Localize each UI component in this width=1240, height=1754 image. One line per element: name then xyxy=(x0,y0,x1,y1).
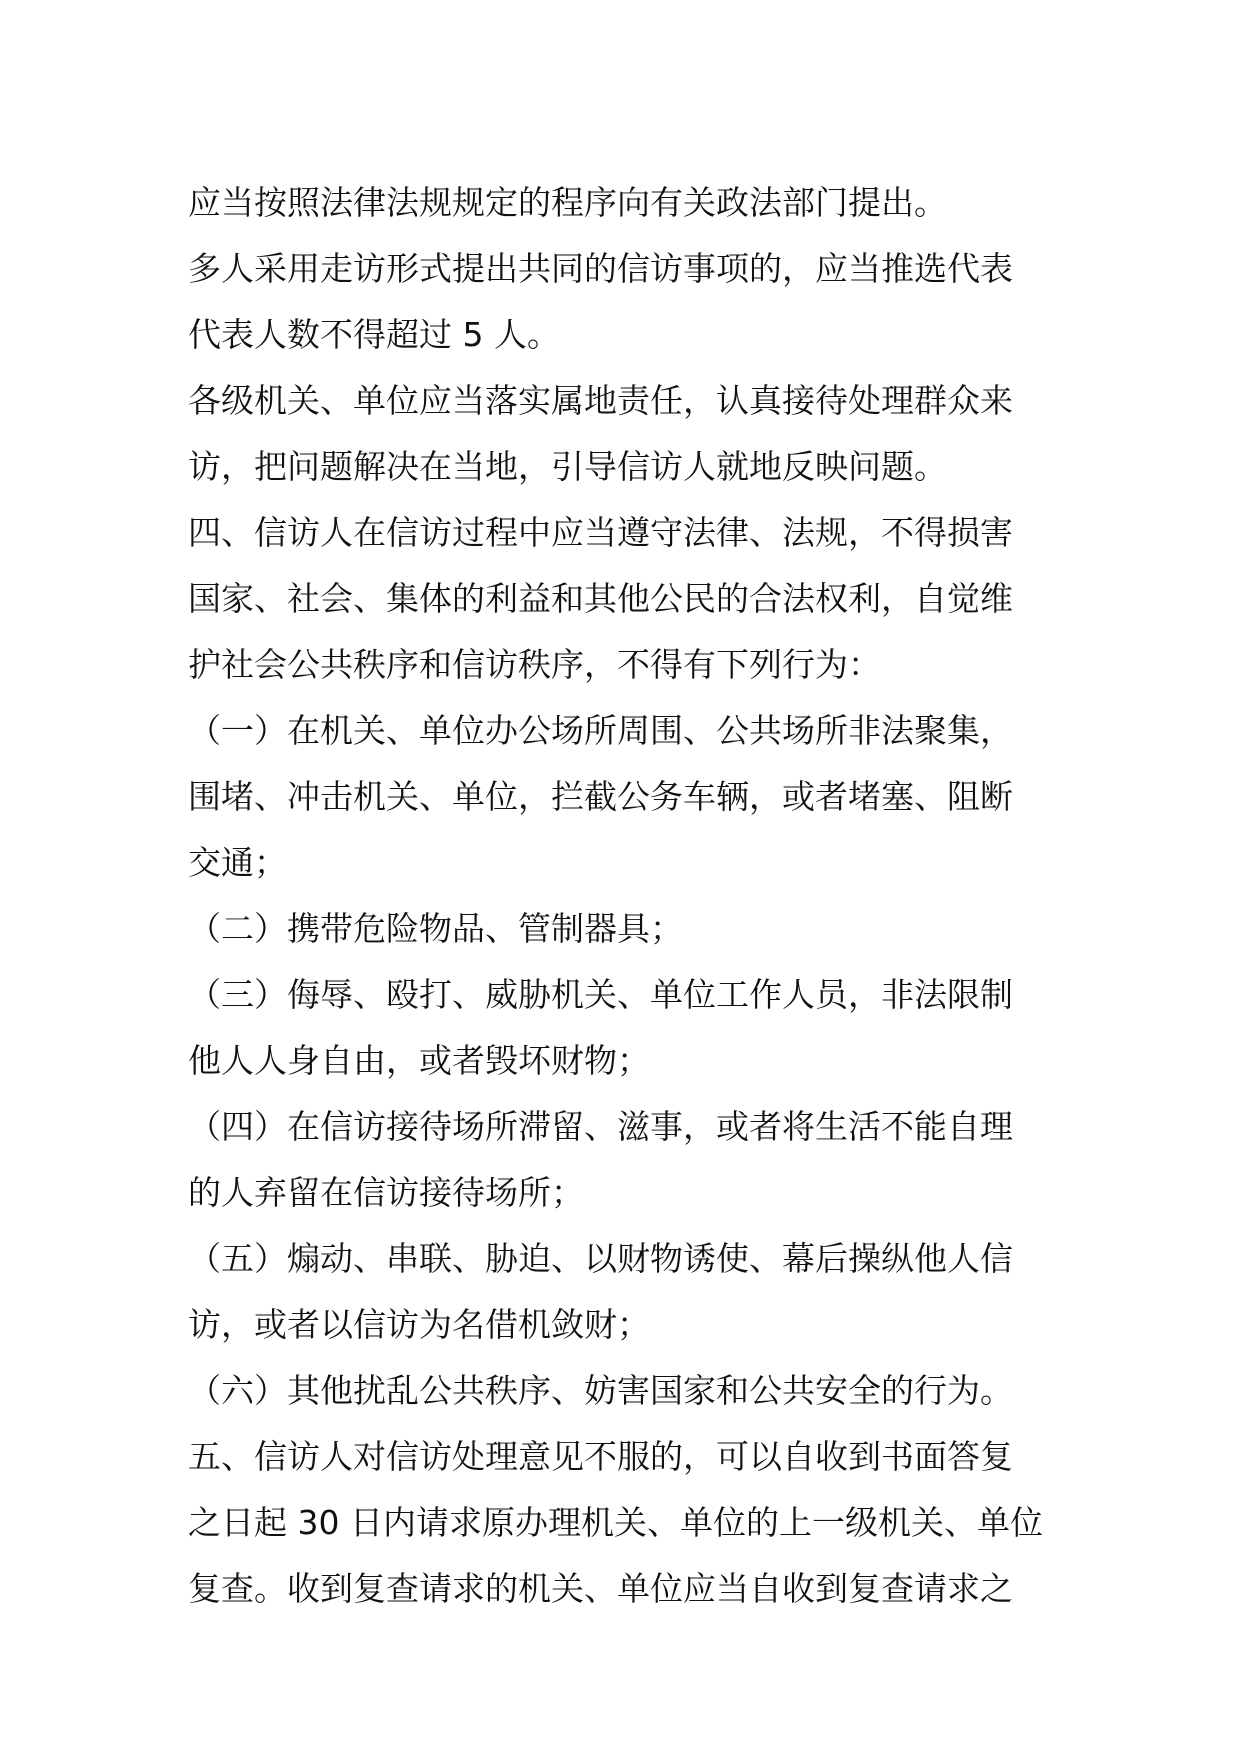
text-line: （五）煽动、串联、胁迫、以财物诱使、幕后操纵他人信 xyxy=(188,1239,1013,1278)
text-line: （六）其他扰乱公共秩序、妨害国家和公共安全的行为。 xyxy=(188,1371,1013,1410)
text-line: （二）携带危险物品、管制器具； xyxy=(188,909,683,948)
text-line: 五、信访人对信访处理意见不服的，可以自收到书面答复 xyxy=(188,1437,1013,1476)
text-line: 护社会公共秩序和信访秩序，不得有下列行为： xyxy=(188,645,881,684)
text-line: （一）在机关、单位办公场所周围、公共场所非法聚集， xyxy=(188,711,1013,750)
text-line: 访，或者以信访为名借机敛财； xyxy=(188,1305,650,1344)
text-line: 复查。收到复查请求的机关、单位应当自收到复查请求之 xyxy=(188,1569,1013,1608)
text-line: 的人弃留在信访接待场所； xyxy=(188,1173,584,1212)
text-line: 各级机关、单位应当落实属地责任，认真接待处理群众来 xyxy=(188,381,1013,420)
text-line: 之日起 30 日内请求原办理机关、单位的上一级机关、单位 xyxy=(188,1503,1043,1542)
text-line: 四、信访人在信访过程中应当遵守法律、法规，不得损害 xyxy=(188,513,1013,552)
text-line: （四）在信访接待场所滞留、滋事，或者将生活不能自理 xyxy=(188,1107,1013,1146)
text-line: 代表人数不得超过 5 人。 xyxy=(188,315,560,354)
text-line: 交通； xyxy=(188,843,287,882)
document-text xyxy=(188,170,1068,1622)
text-line: （三）侮辱、殴打、威胁机关、单位工作人员，非法限制 xyxy=(188,975,1013,1014)
text-line: 围堵、冲击机关、单位，拦截公务车辆，或者堵塞、阻断 xyxy=(188,777,1013,816)
text-line: 应当按照法律法规规定的程序向有关政法部门提出。 xyxy=(188,183,947,222)
text-line: 国家、社会、集体的利益和其他公民的合法权利，自觉维 xyxy=(188,579,1013,618)
text-line: 访，把问题解决在当地，引导信访人就地反映问题。 xyxy=(188,447,947,486)
text-line: 他人人身自由，或者毁坏财物； xyxy=(188,1041,650,1080)
text-line: 多人采用走访形式提出共同的信访事项的，应当推选代表 xyxy=(188,249,1013,288)
